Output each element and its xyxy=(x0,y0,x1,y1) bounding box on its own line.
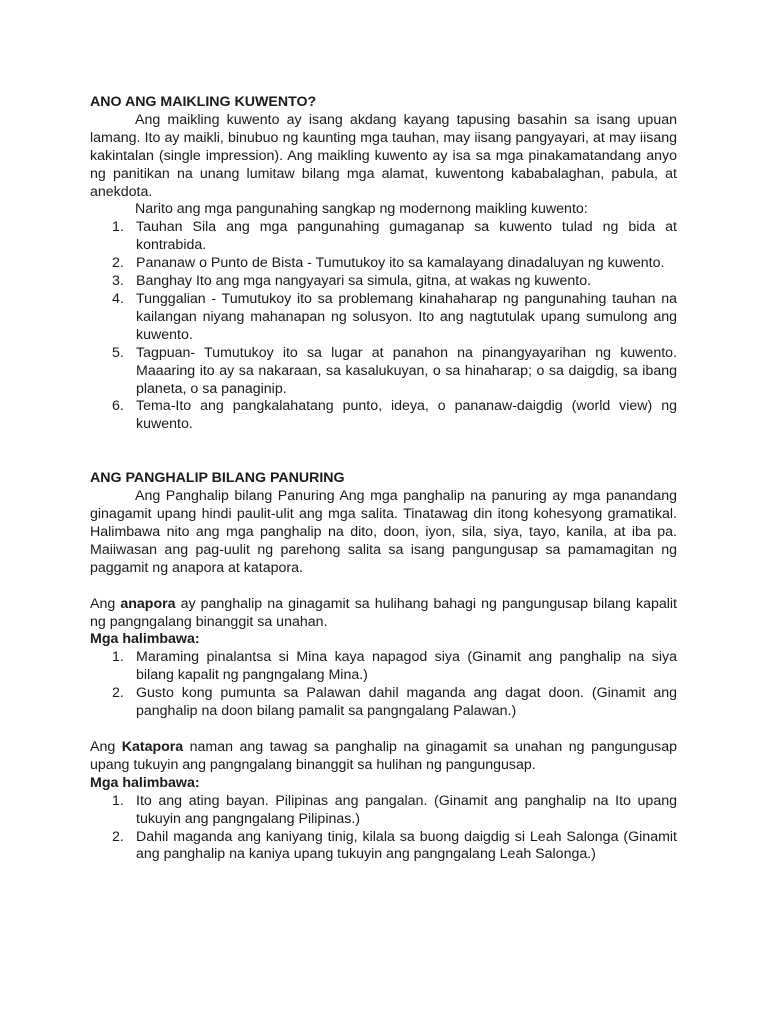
anapora-examples-list xyxy=(90,649,677,721)
list-number: 1. xyxy=(112,219,124,236)
list-number: 4. xyxy=(112,290,124,307)
list-item xyxy=(90,255,677,273)
list-text: Banghay Ito ang mga nangyayari sa simula, gitna, at wakas ng kuwento. xyxy=(136,273,592,290)
list-item xyxy=(90,291,677,345)
list-text: Gusto kong pumunta sa Palawan dahil maganda ang dagat doon. (Ginamit ang panghalip na doon bilang pamalit sa pangngalang Palawan.) xyxy=(136,685,677,720)
list-item xyxy=(90,685,677,721)
katapora-term: Katapora xyxy=(121,739,184,755)
katapora-examples-list xyxy=(90,793,677,865)
katapora-pre: Ang xyxy=(90,739,122,755)
list-item xyxy=(90,793,677,829)
list-number: 1. xyxy=(112,649,124,666)
list-text: Tagpuan- Tumutukoy ito sa lugar at panahon na pinangyayarihan ng kuwento. Maaaring ito ay sa nakaraan, sa kasalukuyan, o sa hinaharap; o sa daigdig, sa ibang planeta, o sa panaginip. xyxy=(136,344,677,397)
spacer xyxy=(90,434,677,452)
panghalip-paragraph: Ang Panghalip bilang Panuring Ang mga panghalip na panuring ay mga panandang ginagamit upang hindi paulit-ulit ang mga salita. Tinatawag din itong kohesyong gramatikal. Halimbawa nito ang mga panghalip na dito, doon, iyon, sila, siya, tayo, kanila, at iba pa. Maiiwasan ang pag-uulit ng parehong salita sa isang pangungusap sa pamamagitan ng paggamit ng anapora at katapora. xyxy=(90,488,677,576)
katapora-paragraph xyxy=(90,739,677,775)
list-text: Ito ang ating bayan. Pilipinas ang pangalan. (Ginamit ang panghalip na Ito upang tukuyin ang pangngalang Pilipinas.) xyxy=(136,792,677,827)
anapora-definition: ay panghalip na ginagamit sa hulihang bahagi ng pangungusap bilang kapalit ng pangngalang binanggit sa unahan. xyxy=(90,595,678,630)
anapora-examples-label: Mga halimbawa: xyxy=(90,631,200,648)
list-number: 2. xyxy=(112,685,124,702)
katapora-definition: naman ang tawag sa panghalip na ginagamit sa unahan ng pangungusap upang tukuyin ang pangngalang binanggit sa hulihan ng pangungusap. xyxy=(90,739,677,773)
list-item xyxy=(90,398,677,434)
anapora-paragraph xyxy=(90,596,677,632)
list-number: 2. xyxy=(112,255,124,272)
list-item xyxy=(90,273,677,291)
anapora-pre: Ang xyxy=(90,595,121,612)
list-item xyxy=(90,219,677,255)
list-number: 1. xyxy=(112,792,124,809)
list-text: Tema-Ito ang pangkalahatang punto, ideya, o pananaw-daigdig (world view) ng kuwento. xyxy=(136,398,677,433)
list-text: Pananaw o Punto de Bista - Tumutukoy ito sa kamalayang dinadaluyan ng kuwento. xyxy=(136,255,665,272)
document-page xyxy=(90,94,677,864)
intro-paragraph: Ang maikling kuwento ay isang akdang kayang tapusing basahin sa isang upuan lamang. Ito ay maikli, binubuo ng kaunting mga tauhan, may iisang pangyayari, at may iisang kakintalan (single impression). Ang maikling kuwento ay isa sa mga pinakamatandang anyo ng panitikan na unang lumitaw bilang mga alamat, kuwentong kababalaghan, pabula, at anekdota. xyxy=(90,111,677,200)
list-text: Dahil maganda ang kaniyang tinig, kilala sa buong daigdig si Leah Salonga (Ginamit ang panghalip na kaniya upang tukuyin ang pangngalang Leah Salonga.) xyxy=(136,828,677,863)
list-text: Maraming pinalantsa si Mina kaya napagod siya (Ginamit ang panghalip na siya bilang kapalit ng pangngalang Mina.) xyxy=(136,649,677,684)
sangkap-list xyxy=(90,219,677,434)
list-number: 2. xyxy=(112,828,124,845)
section-heading-maikling-kuwento: ANO ANG MAIKLING KUWENTO? xyxy=(90,94,317,110)
list-text: Tunggalian - Tumutukoy ito sa problemang kinahaharap ng pangunahing tauhan na kailangan niyang mahanapan ng solusyon. Ito ang nagtutulak upang sumulong ang kuwento. xyxy=(136,290,677,343)
spacer xyxy=(90,452,677,470)
spacer xyxy=(90,721,677,739)
lead-paragraph: Narito ang mga pangunahing sangkap ng modernong maikling kuwento: xyxy=(135,201,588,218)
list-number: 5. xyxy=(112,344,124,361)
list-number: 3. xyxy=(112,273,124,290)
section-heading-panghalip: ANG PANGHALIP BILANG PANURING xyxy=(90,470,345,487)
list-item xyxy=(90,829,677,865)
list-item xyxy=(90,345,677,399)
list-item xyxy=(90,649,677,685)
anapora-term: anapora xyxy=(120,595,176,612)
list-text: Tauhan Sila ang mga pangunahing gumaganap sa kuwento tulad ng bida at kontrabida. xyxy=(136,219,677,254)
list-number: 6. xyxy=(112,398,124,415)
katapora-examples-label: Mga halimbawa: xyxy=(90,774,200,791)
spacer xyxy=(90,578,677,596)
